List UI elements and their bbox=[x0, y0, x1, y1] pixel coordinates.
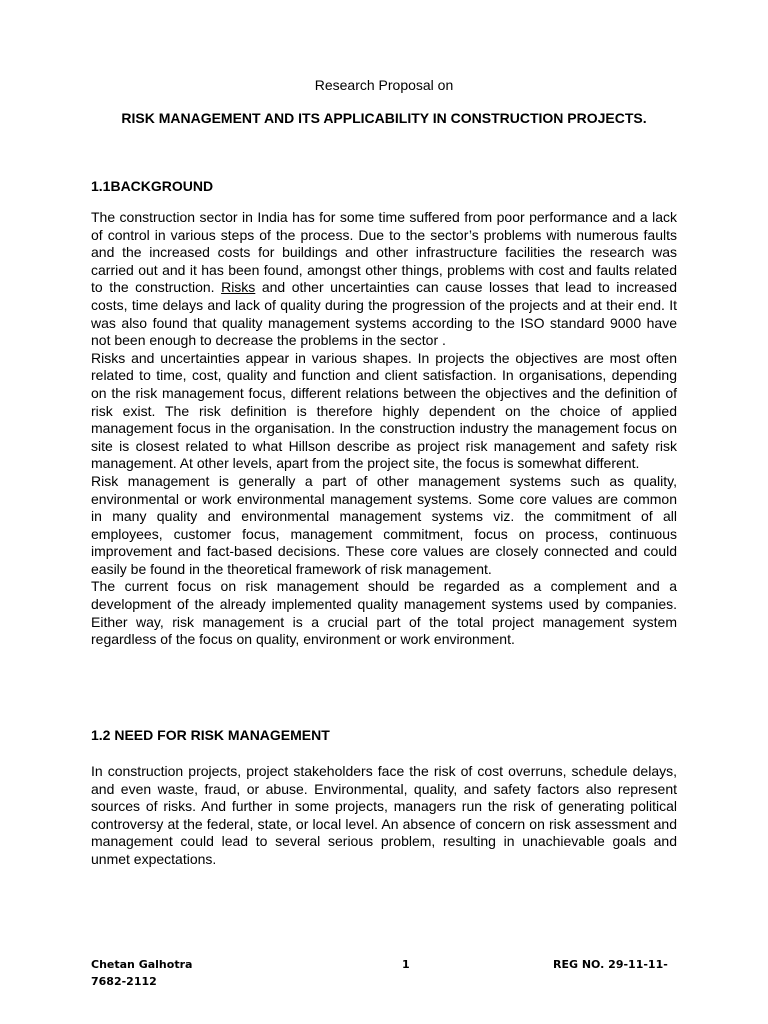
background-paragraph-2: Risks and uncertainties appear in various shapes. In projects the objectives are most often related to time, cost, quality and function and client satisfaction. In organisations, depending on the risk management focus, different relations between the objectives and the definition of risk exist. The risk definition is therefore highly dependent on the choice of applied management focus in the organisation. In the construction industry the management focus on site is closest related to what Hillson describe as project risk management and safety risk management. At other levels, apart from the project site, the focus is somewhat different. bbox=[91, 349, 677, 472]
footer-reg-number: REG NO. 29-11-11- bbox=[553, 958, 668, 971]
background-paragraph-3: Risk management is generally a part of other management systems such as quality, environmental or work environmental management systems. Some core values are common in many quality and environmental management systems viz. the commitment of all employees, customer focus, management commitment, focus on process, continuous improvement and fact-based decisions. These core values are closely connected and could easily be found in the theoretical framework of risk management. bbox=[91, 472, 677, 577]
risks-link[interactable]: Risks bbox=[221, 279, 256, 296]
footer-reg-continued: 7682-2112 bbox=[91, 975, 157, 988]
need-paragraph-1: In construction projects, project stakeholders face the risk of cost overruns, schedule delays, and even waste, fraud, or abuse. Environmental, quality, and safety factors also represent sources of risks. And further in some projects, managers run the risk of generating political controversy at the federal, state, or local level. An absence of concern on risk assessment and management could lead to several serious problem, resulting in unachievable goals and unmet expectations. bbox=[91, 763, 677, 867]
footer-page-number: 1 bbox=[402, 958, 410, 971]
background-paragraph-1-text-a: The construction sector in India has for some time suffered from poor performance and a lack of control in various steps of the process. Due to the sector’s problems with numerous faults and the increased costs for buildings and other infrastructure facilities the research was carried out and it has been found, amongst other things, problems with cost and faults related to the construction. bbox=[91, 209, 677, 296]
background-paragraph-4: The current focus on risk management should be regarded as a complement and a development of the already implemented quality management systems used by companies. Either way, risk management is a crucial part of the total project management system regardless of the focus on quality, environment or work environment. bbox=[91, 578, 677, 648]
background-paragraph-1 bbox=[91, 209, 677, 350]
section-background-body bbox=[91, 209, 677, 649]
footer-author-name: Chetan Galhotra bbox=[91, 958, 193, 971]
section-heading-background: 1.1BACKGROUND bbox=[91, 178, 214, 194]
background-paragraph-1-text-b: and other uncertainties can cause losses that lead to increased costs, time delays and lack of quality during the progression of the projects and at their end. It was also found that quality management systems according to the ISO standard 9000 have not been enough to decrease the problems in the sector . bbox=[91, 279, 677, 349]
section-need-body bbox=[91, 763, 677, 869]
section-heading-need-for-risk-management: 1.2 NEED FOR RISK MANAGEMENT bbox=[91, 727, 330, 743]
footer-author bbox=[91, 956, 192, 990]
document-subtitle: Research Proposal on bbox=[314, 77, 454, 93]
document-title: RISK MANAGEMENT AND ITS APPLICABILITY IN CONSTRUCTION PROJECTS. bbox=[121, 110, 647, 126]
